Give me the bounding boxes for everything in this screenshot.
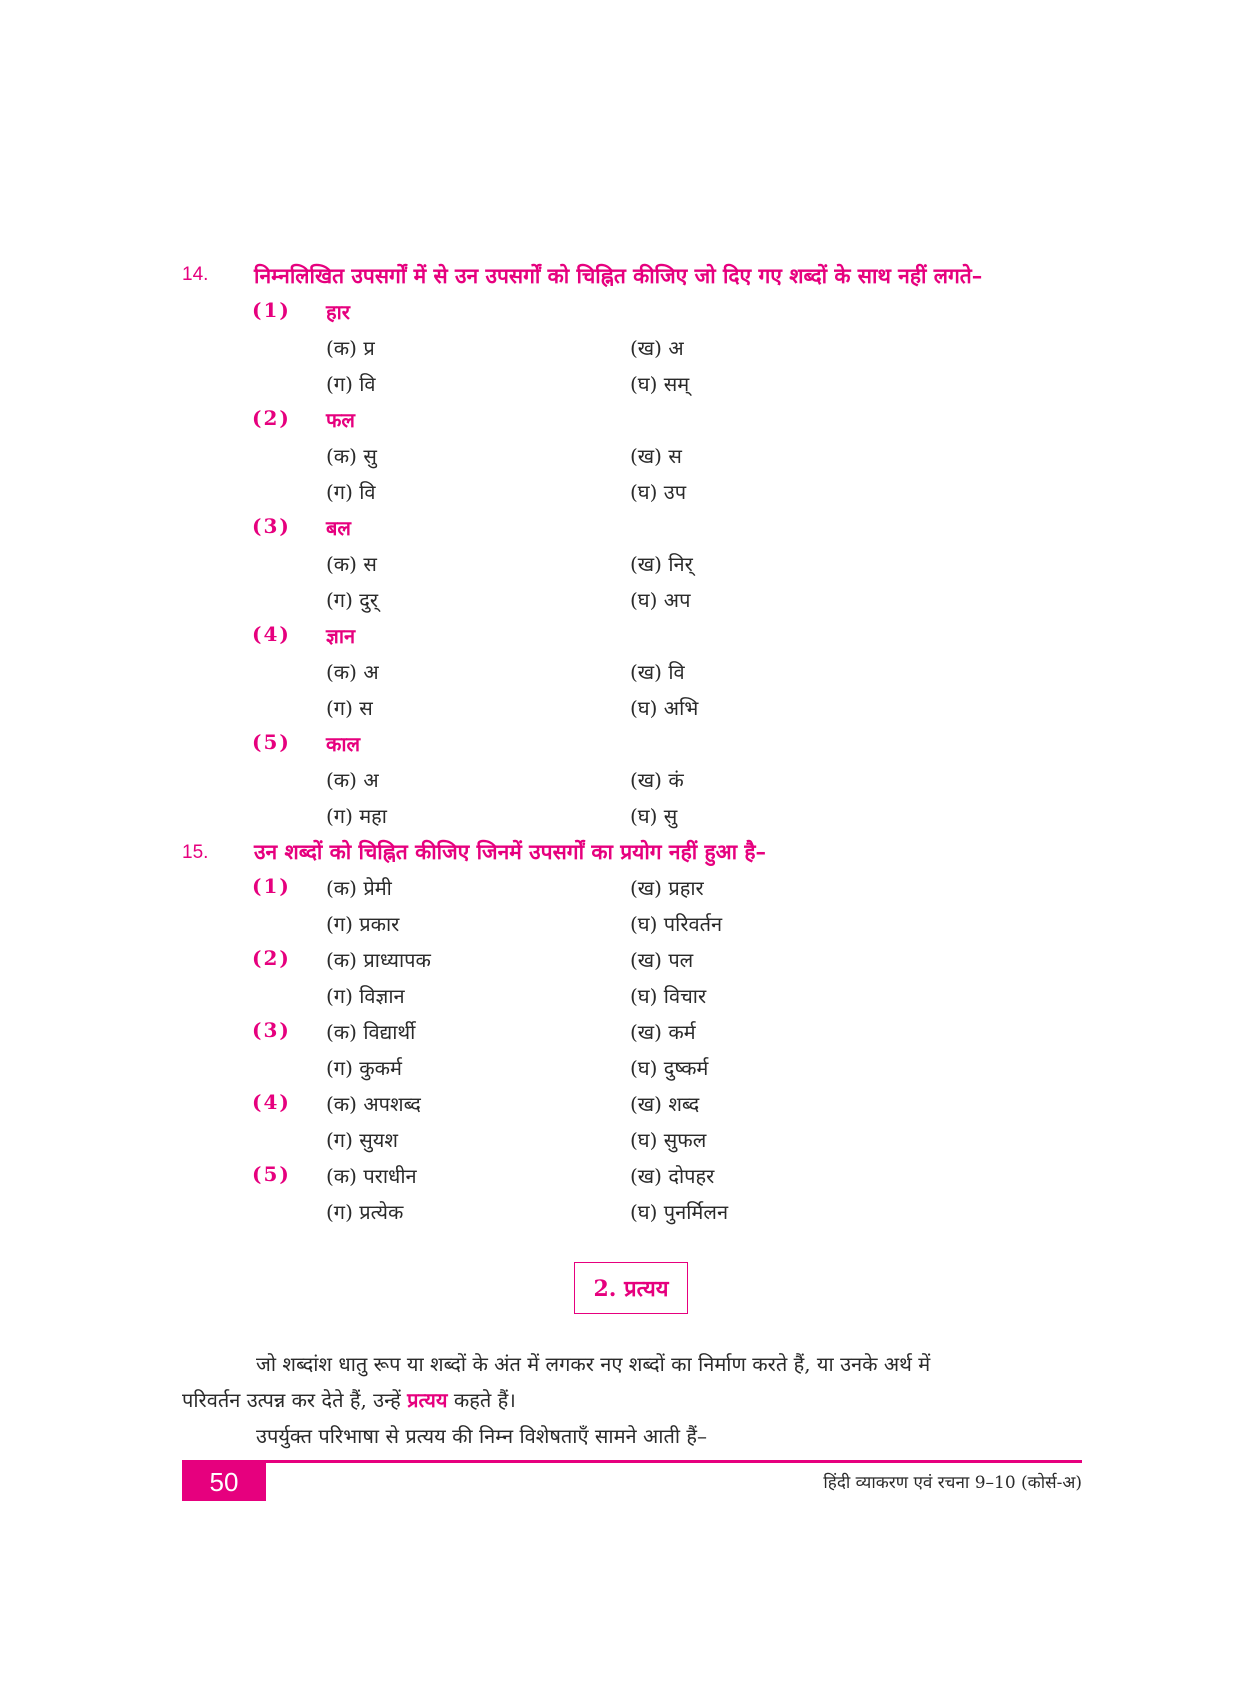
- q14-item-2-option-ka: (क) सु: [326, 444, 377, 468]
- q15-item-1-number: (1): [252, 874, 291, 898]
- definition-term: प्रत्यय: [407, 1388, 448, 1412]
- q14-item-2-option-kha: (ख) स: [630, 444, 682, 468]
- q15-item-2-option-ka: (क) प्राध्यापक: [326, 948, 431, 972]
- q15-item-5-number: (5): [252, 1162, 291, 1186]
- q15-item-5-option-gha: (घ) पुनर्मिलन: [630, 1200, 729, 1224]
- question-14-number: 14.: [182, 264, 209, 285]
- q14-item-1-option-gha: (घ) सम्: [630, 372, 690, 396]
- q14-item-1-number: (1): [252, 298, 291, 322]
- q15-item-2-number: (2): [252, 946, 291, 970]
- q15-item-4-number: (4): [252, 1090, 291, 1114]
- q14-item-5-number: (5): [252, 730, 291, 754]
- q15-item-5-option-kha: (ख) दोपहर: [630, 1164, 715, 1188]
- q14-item-5-option-gha: (घ) सु: [630, 804, 678, 828]
- q14-item-4-option-ka: (क) अ: [326, 660, 379, 684]
- q15-item-2-option-ga: (ग) विज्ञान: [326, 984, 405, 1008]
- q14-item-2-option-gha: (घ) उप: [630, 480, 687, 504]
- q15-item-4-option-kha: (ख) शब्द: [630, 1092, 700, 1116]
- q14-item-2-number: (2): [252, 406, 291, 430]
- q14-item-2-option-ga: (ग) वि: [326, 480, 376, 504]
- q14-item-3-option-ka: (क) स: [326, 552, 377, 576]
- q14-item-4-option-ga: (ग) स: [326, 696, 373, 720]
- q15-item-1-option-kha: (ख) प्रहार: [630, 876, 704, 900]
- q15-item-4-option-ga: (ग) सुयश: [326, 1128, 398, 1152]
- question-15-text: उन शब्दों को चिह्नित कीजिए जिनमें उपसर्गों का प्रयोग नहीं हुआ है–: [254, 839, 767, 864]
- definition-line-2-end: कहते हैं।: [447, 1388, 516, 1412]
- question-15-number: 15.: [182, 842, 209, 863]
- q15-item-5-option-ga: (ग) प्रत्येक: [326, 1200, 404, 1224]
- q15-item-2-option-gha: (घ) विचार: [630, 984, 707, 1008]
- q15-item-1-option-ka: (क) प्रेमी: [326, 876, 392, 900]
- q14-item-1-option-ka: (क) प्र: [326, 336, 375, 360]
- q15-item-3-number: (3): [252, 1018, 291, 1042]
- q14-item-1-option-kha: (ख) अ: [630, 336, 684, 360]
- q14-item-4-word: ज्ञान: [326, 624, 356, 648]
- q15-item-1-option-gha: (घ) परिवर्तन: [630, 912, 723, 936]
- q14-item-1-word: हार: [326, 300, 350, 324]
- q14-item-3-option-kha: (ख) निर्: [630, 552, 693, 576]
- section-heading-box: [574, 1262, 688, 1314]
- definition-line-2-start: परिवर्तन उत्पन्न कर देते हैं, उन्हें: [182, 1388, 408, 1412]
- question-14-text: निम्नलिखित उपसर्गों में से उन उपसर्गों को चिह्नित कीजिए जो दिए गए शब्दों के साथ नहीं लगते–: [254, 263, 983, 288]
- q14-item-5-option-kha: (ख) कं: [630, 768, 684, 792]
- q14-item-4-number: (4): [252, 622, 291, 646]
- q15-item-2-option-kha: (ख) पल: [630, 948, 694, 972]
- page-number: 50: [182, 1463, 266, 1501]
- q15-item-3-option-gha: (घ) दुष्कर्म: [630, 1056, 709, 1080]
- q14-item-1-option-ga: (ग) वि: [326, 372, 376, 396]
- q14-item-2-word: फल: [326, 408, 355, 432]
- q15-item-3-option-kha: (ख) कर्म: [630, 1020, 696, 1044]
- q14-item-3-number: (3): [252, 514, 291, 538]
- q15-item-4-option-ka: (क) अपशब्द: [326, 1092, 421, 1116]
- q15-item-1-option-ga: (ग) प्रकार: [326, 912, 400, 936]
- q14-item-5-option-ga: (ग) महा: [326, 804, 387, 828]
- q15-item-4-option-gha: (घ) सुफल: [630, 1128, 707, 1152]
- q14-item-5-word: काल: [326, 732, 361, 756]
- q14-item-4-option-kha: (ख) वि: [630, 660, 685, 684]
- q15-item-3-option-ga: (ग) कुकर्म: [326, 1056, 402, 1080]
- footer-rule: [182, 1460, 1082, 1463]
- q14-item-5-option-ka: (क) अ: [326, 768, 379, 792]
- q14-item-4-option-gha: (घ) अभि: [630, 696, 699, 720]
- definition-line-3: उपर्युक्त परिभाषा से प्रत्यय की निम्न विशेषताएँ सामने आती हैं–: [256, 1424, 708, 1448]
- q14-item-3-option-gha: (घ) अप: [630, 588, 691, 612]
- section-title: 2. प्रत्यय: [593, 1276, 669, 1302]
- q15-item-3-option-ka: (क) विद्यार्थी: [326, 1020, 416, 1044]
- definition-line-2: [182, 1386, 1054, 1413]
- q14-item-3-word: बल: [326, 516, 351, 540]
- q14-item-3-option-ga: (ग) दुर्: [326, 588, 379, 612]
- book-title: हिंदी व्याकरण एवं रचना 9–10 (कोर्स-अ): [823, 1473, 1082, 1493]
- q15-item-5-option-ka: (क) पराधीन: [326, 1164, 417, 1188]
- definition-line-1: जो शब्दांश धातु रूप या शब्दों के अंत में लगकर नए शब्दों का निर्माण करते हैं, या उनके अर्थ में: [256, 1352, 931, 1376]
